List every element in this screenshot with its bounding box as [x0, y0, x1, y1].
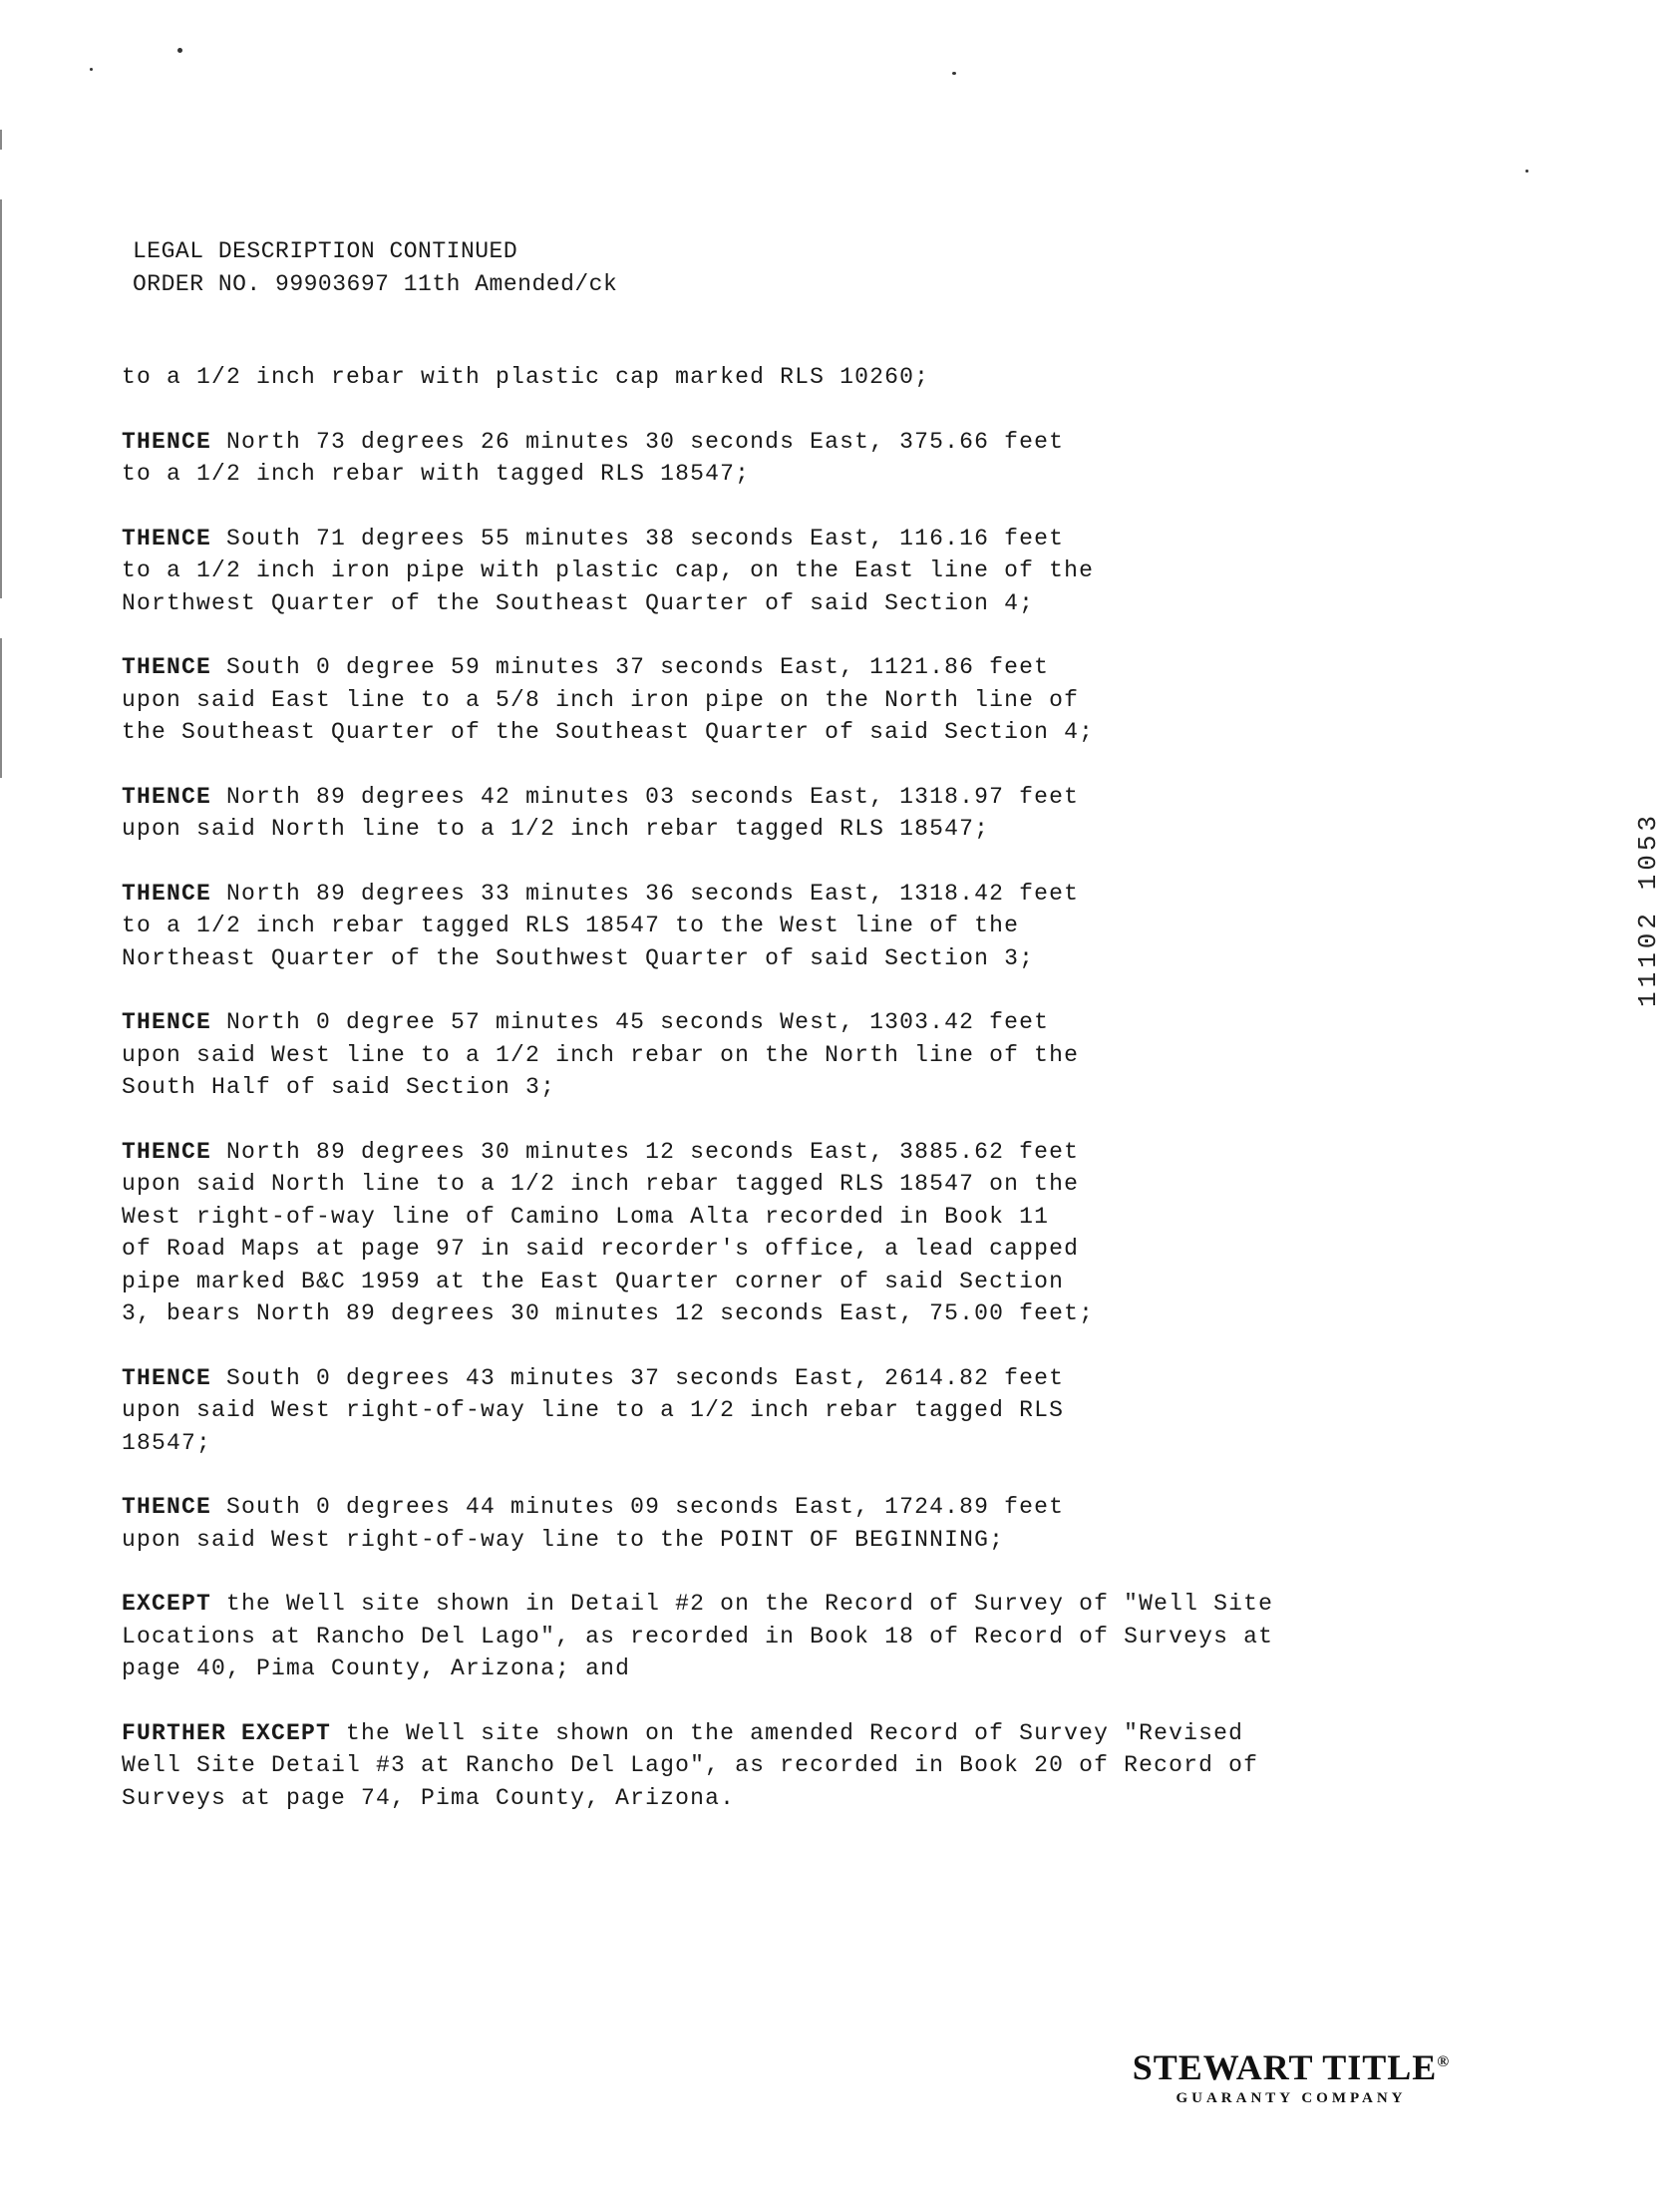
scan-artifact — [0, 130, 2, 150]
paragraph-line: South Half of said Section 3; — [122, 1074, 556, 1100]
header-title: LEGAL DESCRIPTION CONTINUED — [133, 238, 518, 264]
paragraph-line: upon said North line to a 1/2 inch rebar tagged RLS 18547; — [122, 816, 990, 842]
paragraph-line: Northeast Quarter of the Southwest Quarter of said Section 3; — [122, 944, 1035, 971]
paragraph-lead: EXCEPT — [122, 1591, 212, 1617]
scan-speck — [90, 68, 93, 71]
paragraph-line: North 73 degrees 26 minutes 30 seconds East, 375.66 feet — [211, 428, 1065, 455]
document-header — [133, 235, 617, 301]
paragraph-line: North 89 degrees 42 minutes 03 seconds East, 1318.97 feet — [211, 783, 1080, 810]
scan-speck — [177, 48, 182, 53]
paragraph — [122, 781, 1418, 846]
paragraph-line: page 40, Pima County, Arizona; and — [122, 1655, 631, 1681]
paragraph-line: upon said West line to a 1/2 inch rebar on the North line of the — [122, 1041, 1080, 1068]
paragraph-line: to a 1/2 inch rebar with plastic cap marked RLS 10260; — [122, 364, 930, 390]
paragraph — [122, 878, 1418, 975]
paragraph-line: upon said North line to a 1/2 inch rebar tagged RLS 18547 on the — [122, 1171, 1080, 1197]
recorder-side-stamp: 11102 1053 — [1633, 811, 1663, 1007]
logo-subtitle: GUARANTY COMPANY — [1176, 2090, 1407, 2106]
logo-name: STEWART TITLE — [1132, 2047, 1438, 2087]
paragraph-line: upon said West right-of-way line to the POINT OF BEGINNING; — [122, 1526, 1005, 1553]
paragraph-line: to a 1/2 inch rebar tagged RLS 18547 to the West line of the — [122, 913, 1020, 938]
paragraph-lead: THENCE — [122, 1494, 212, 1520]
paragraph-line: 18547; — [122, 1429, 212, 1456]
paragraph-lead: FURTHER EXCEPT — [122, 1719, 332, 1746]
paragraph-lead: THENCE — [122, 428, 212, 455]
paragraph-line: West right-of-way line of Camino Loma Alta recorded in Book 11 — [122, 1203, 1050, 1230]
paragraph — [122, 523, 1418, 620]
registered-mark: ® — [1437, 2053, 1451, 2070]
paragraph — [122, 1491, 1418, 1556]
paragraph-line: South 0 degrees 43 minutes 37 seconds East, 2614.82 feet — [211, 1364, 1065, 1391]
paragraph-line: North 0 degree 57 minutes 45 seconds West, 1303.42 feet — [211, 1009, 1050, 1035]
paragraph — [122, 1136, 1418, 1330]
paragraph — [122, 651, 1418, 749]
paragraph-line: North 89 degrees 33 minutes 36 seconds East, 1318.42 feet — [211, 880, 1080, 907]
paragraph-line: of Road Maps at page 97 in said recorder's office, a lead capped — [122, 1236, 1080, 1262]
header-order-number: ORDER NO. 99903697 11th Amended/ck — [133, 271, 618, 297]
paragraph-lead: THENCE — [122, 1138, 212, 1165]
scan-speck — [952, 72, 956, 75]
paragraph — [122, 1588, 1418, 1685]
paragraph-lead: THENCE — [122, 525, 212, 552]
paragraph-line: to a 1/2 inch rebar with tagged RLS 18547; — [122, 461, 751, 487]
paragraph-line: upon said East line to a 5/8 inch iron pipe on the North line of — [122, 686, 1080, 713]
paragraph-line: the Well site shown on the amended Record of Survey "Revised — [331, 1719, 1244, 1746]
paragraph-lead: THENCE — [122, 1364, 212, 1391]
scan-speck — [1525, 170, 1528, 173]
paragraph-line: 3, bears North 89 degrees 30 minutes 12 seconds East, 75.00 feet; — [122, 1300, 1095, 1326]
paragraph — [122, 361, 1418, 394]
paragraph-lead: THENCE — [122, 783, 212, 810]
paragraph-line: Well Site Detail #3 at Rancho Del Lago", as recorded in Book 20 of Record of — [122, 1752, 1259, 1778]
stewart-title-logo — [1082, 2046, 1501, 2107]
paragraph-line: Northwest Quarter of the Southeast Quarter of said Section 4; — [122, 589, 1035, 616]
paragraph-line: South 71 degrees 55 minutes 38 seconds East, 116.16 feet — [211, 525, 1065, 552]
paragraph — [122, 426, 1418, 491]
paragraph-lead: THENCE — [122, 654, 212, 680]
scan-artifact — [0, 199, 2, 598]
paragraph-line: to a 1/2 inch iron pipe with plastic cap, on the East line of the — [122, 557, 1095, 583]
legal-description-body — [122, 361, 1418, 1846]
paragraph-line: South 0 degrees 44 minutes 09 seconds East, 1724.89 feet — [211, 1494, 1065, 1520]
paragraph — [122, 1362, 1418, 1460]
paragraph-line: North 89 degrees 30 minutes 12 seconds East, 3885.62 feet — [211, 1138, 1080, 1165]
paragraph-line: upon said West right-of-way line to a 1/2 inch rebar tagged RLS — [122, 1397, 1065, 1423]
paragraph — [122, 1717, 1418, 1815]
paragraph-line: South 0 degree 59 minutes 37 seconds East, 1121.86 feet — [211, 654, 1050, 680]
paragraph-line: pipe marked B&C 1959 at the East Quarter corner of said Section — [122, 1268, 1065, 1294]
paragraph-line: Locations at Rancho Del Lago", as recorded in Book 18 of Record of Surveys at — [122, 1623, 1274, 1650]
paragraph-line: the Well site shown in Detail #2 on the Record of Survey of "Well Site — [211, 1591, 1274, 1617]
paragraph — [122, 1006, 1418, 1104]
paragraph-line: Surveys at page 74, Pima County, Arizona. — [122, 1784, 736, 1811]
paragraph-lead: THENCE — [122, 880, 212, 907]
paragraph-lead: THENCE — [122, 1009, 212, 1035]
paragraph-line: the Southeast Quarter of the Southeast Quarter of said Section 4; — [122, 719, 1095, 745]
scan-artifact — [0, 638, 2, 778]
